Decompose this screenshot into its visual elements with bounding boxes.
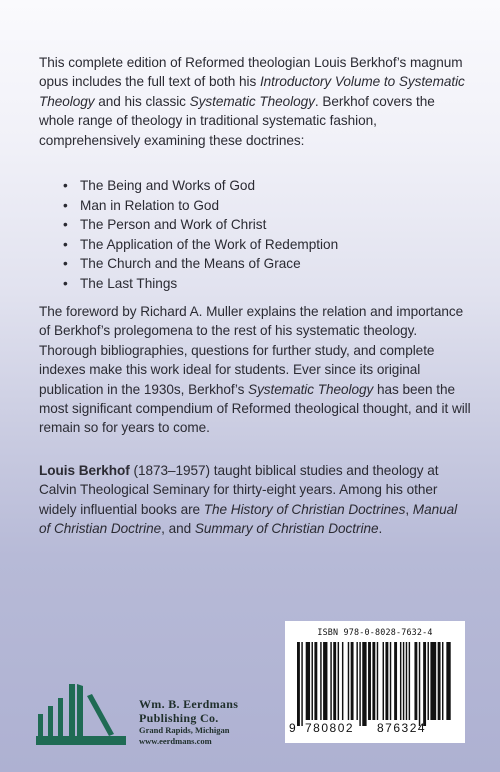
barcode-bar	[356, 642, 357, 720]
bio-book-title-2: Manual of Christian Doctrine	[39, 501, 458, 537]
intro-text-1: This complete edition of Reformed theologian Louis Berkhof’s magnum opus includes the full text of both his	[39, 55, 463, 90]
barcode-bar	[419, 642, 420, 726]
barcode-bar	[306, 642, 310, 720]
barcode-digit-first: 9	[289, 721, 296, 735]
intro-book-title-2: Systematic Theology	[189, 93, 315, 109]
barcode-bar	[400, 642, 401, 720]
isbn-barcode	[285, 621, 465, 743]
barcode-bar	[406, 642, 407, 720]
barcode-bar	[394, 642, 397, 720]
barcode-digit-group-2: 876324	[377, 721, 427, 735]
barcode-bar	[409, 642, 410, 720]
eerdmans-logo-icon	[36, 678, 126, 746]
author-bio-paragraph	[39, 461, 471, 539]
barcode-bar	[372, 642, 375, 720]
barcode-bar	[428, 642, 429, 720]
foreword-text-1: The foreword by Richard A. Muller explains the relation and importance of Berkhof’s prolegomena to the rest of his systematic theology. Thorough bibliographies, questions for further study, and complete indexes make this work ideal for students. Ever since its original publication in the 1930s, Berkhof’s	[39, 304, 464, 397]
doctrine-item: • The Last Things	[63, 274, 338, 294]
bio-book-title-3: Summary of Christian Doctrine	[194, 521, 379, 537]
bio-separator-1: ,	[405, 501, 413, 517]
bio-separator-2: , and	[161, 521, 195, 537]
barcode-bar	[377, 642, 378, 720]
intro-text-3: . Berkhof covers the whole range of theology in traditional systematic fashion, comprehensively examining these doctrines:	[39, 93, 435, 148]
doctrine-item: • The Person and Work of Christ	[63, 215, 338, 235]
doctrine-list	[63, 176, 338, 294]
publisher-url: www.eerdmans.com	[139, 736, 212, 746]
doctrine-item: • The Church and the Means of Grace	[63, 254, 338, 274]
barcode-bar	[312, 642, 313, 720]
intro-book-title-1: Introductory Volume to Systematic Theology	[39, 74, 465, 109]
barcode-bar	[333, 642, 336, 720]
doctrine-item: • The Application of the Work of Redemption	[63, 235, 338, 255]
barcode-bar	[348, 642, 349, 720]
barcode-bar	[368, 642, 371, 720]
foreword-book-title: Systematic Theology	[248, 381, 374, 397]
barcode-bar	[301, 642, 302, 726]
barcode-bar	[297, 642, 300, 726]
barcode-bar	[342, 642, 343, 720]
bio-end: .	[378, 521, 383, 537]
barcode-bar	[359, 642, 360, 726]
barcode-bar	[442, 642, 443, 720]
foreword-paragraph	[39, 302, 471, 438]
intro-paragraph	[39, 53, 471, 150]
barcode-bar	[383, 642, 384, 720]
author-name: Louis Berkhof	[39, 463, 130, 478]
barcode-bar	[338, 642, 339, 720]
barcode-bar	[362, 642, 366, 726]
publisher-name-line1: Wm. B. Eerdmans	[139, 697, 239, 711]
publisher-city: Grand Rapids, Michigan	[139, 725, 230, 735]
barcode-bar	[423, 642, 426, 726]
barcode-bar	[320, 642, 321, 720]
bio-book-title-1: The History of Christian Doctrines	[203, 501, 406, 517]
doctrine-item: • Man in Relation to God	[63, 196, 338, 216]
barcode-bar	[430, 642, 436, 720]
barcode-bar	[446, 642, 450, 720]
barcode-bar	[314, 642, 317, 720]
barcode-bar	[390, 642, 391, 720]
barcode-bar	[438, 642, 441, 720]
barcode-bar	[323, 642, 327, 720]
barcode-bar	[385, 642, 388, 720]
barcode-digit-group-1: 780802	[305, 721, 355, 735]
barcode-bars	[297, 642, 455, 726]
barcode-bar	[330, 642, 331, 720]
intro-text-2: and his classic	[94, 93, 190, 109]
doctrine-item: • The Being and Works of God	[63, 176, 338, 196]
publisher-imprint	[139, 697, 238, 747]
isbn-label: ISBN 978-0-8028-7632-4	[317, 627, 433, 637]
publisher-name-line2: Publishing Co.	[139, 711, 219, 725]
barcode-bar	[351, 642, 354, 720]
barcode-bar	[403, 642, 404, 720]
bio-text-1: (1873–1957) taught biblical studies and theology at Calvin Theological Seminary for thirty-eight years. Among his other widely influential books are	[39, 463, 439, 517]
foreword-text-2: has been the most significant compendium of Reformed theological thought, and it will remain so for years to come.	[39, 381, 471, 436]
barcode-bar	[414, 642, 417, 720]
